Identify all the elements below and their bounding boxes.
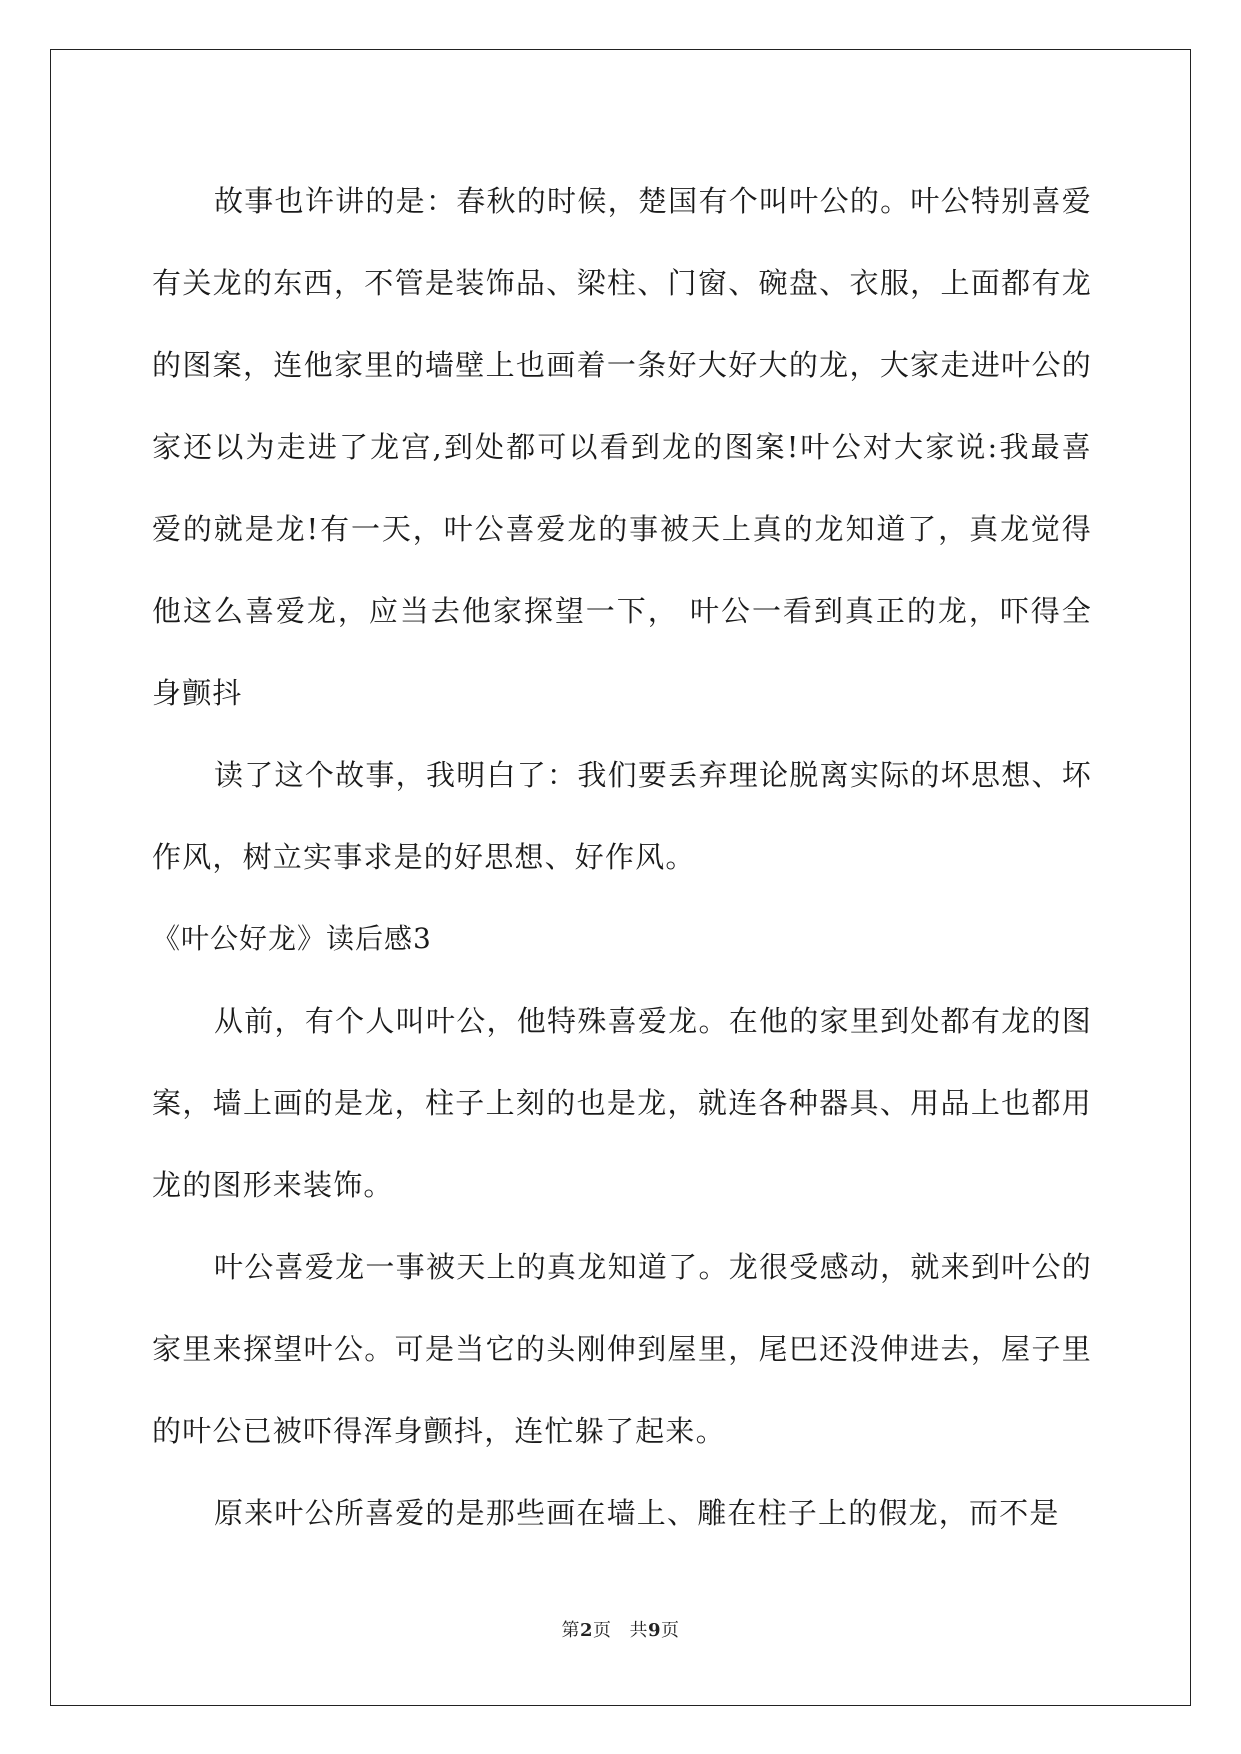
page-total-label: 共9页 [629, 1620, 680, 1641]
document-body [152, 160, 1092, 1554]
section-heading: 《叶公好龙》读后感3 [152, 922, 432, 955]
page-footer [0, 1616, 1241, 1642]
paragraph-story-summary: 故事也许讲的是：春秋的时候，楚国有个叫叶公的。叶公特别喜爱有关龙的东西，不管是装饰品、梁柱、门窗、碗盘、衣服，上面都有龙的图案，连他家里的墙壁上也画着一条好大好大的龙，大家走进叶公的家还以为走进了龙宫,到处都可以看到龙的图案!叶公对大家说:我最喜爱的就是龙!有一天，叶公喜爱龙的事被天上真的龙知道了，真龙觉得他这么喜爱龙，应当去他家探望一下， 叶公一看到真正的龙，吓得全身颤抖 [152, 184, 1092, 710]
paragraph-conclusion-start: 原来叶公所喜爱的是那些画在墙上、雕在柱子上的假龙，而不是 [214, 1496, 1060, 1530]
page-number-label: 第2页 [561, 1620, 612, 1641]
paragraph-reflection: 读了这个故事，我明白了：我们要丢弃理论脱离实际的坏思想、坏作风，树立实事求是的好思想、好作风。 [152, 758, 1092, 874]
paragraph-dragon-visit: 叶公喜爱龙一事被天上的真龙知道了。龙很受感动，就来到叶公的家里来探望叶公。可是当它的头刚伸到屋里，尾巴还没伸进去，屋子里的叶公已被吓得浑身颤抖，连忙躲了起来。 [152, 1250, 1092, 1448]
paragraph-story-intro: 从前，有个人叫叶公，他特殊喜爱龙。在他的家里到处都有龙的图案，墙上画的是龙，柱子上刻的也是龙，就连各种器具、用品上也都用龙的图形来装饰。 [152, 1004, 1092, 1202]
